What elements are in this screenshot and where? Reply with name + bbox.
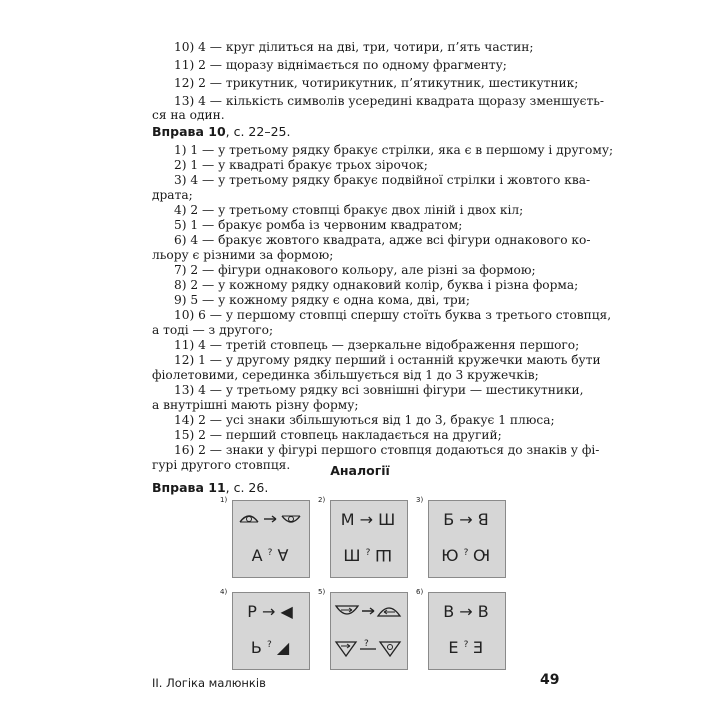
answer-line: 1) 1 — у третьому рядку бракує стрілки, яка є в першому і другому; [174, 143, 614, 157]
answer-line: 10) 4 — круг ділиться на дві, три, чотири, п’ять частин; [174, 40, 534, 54]
answer-line: 4) 2 — у третьому стовпці бракує двох ліній і двох кіл; [174, 203, 524, 217]
analogy-panel-3 [416, 496, 506, 578]
answer-line: 5) 1 — бракує ромба із червоним квадратом; [174, 218, 463, 232]
panel-bottom-left: Ш [343, 546, 361, 565]
answer-line: 6) 4 — бракує жовтого квадрата, адже всі фігури однакового ко- [174, 233, 591, 247]
page-number: 49 [540, 672, 560, 688]
panel-bottom-row [232, 638, 308, 657]
answer-line: 8) 2 — у кожному рядку однаковий колір, буква і різна форма; [174, 278, 579, 292]
answer-line: 7) 2 — фігури однакового кольору, але різні за формою; [174, 263, 536, 277]
answer-line: 14) 2 — усі знаки збільшуються від 1 до 3, бракує 1 плюса; [174, 413, 555, 427]
panel-bottom-right: ◢ [276, 638, 290, 657]
analogy-panel-6 [416, 588, 506, 670]
exercise-10-label: Вправа 10 [152, 124, 226, 139]
exercise-10-pages: , с. 22–25. [225, 124, 291, 139]
semicircle-triangle-shapes-icon [330, 592, 408, 670]
answer-line: 15) 2 — перший стовпець накладається на другий; [174, 428, 502, 442]
answer-line: 2) 1 — у квадраті бракує трьох зірочок; [174, 158, 428, 172]
panel-number: 2) [318, 496, 326, 504]
analogy-panel-2 [318, 496, 408, 578]
panel-top-row: М → Ш [340, 510, 396, 529]
svg-text:?: ? [364, 639, 369, 649]
exercise-10-heading [152, 124, 290, 139]
answer-line: фіолетовими, серединка збільшується від 1 до 3 кружечків; [152, 368, 539, 382]
answer-line: 13) 4 — у третьому рядку всі зовнішні фігури — шестикутники, [174, 383, 584, 397]
eye-shapes-icon [232, 500, 310, 578]
answer-line: 11) 4 — третій стовпець — дзеркальне відображення першого; [174, 338, 580, 352]
exercise-11-pages: , с. 26. [225, 480, 269, 495]
answer-line: 12) 1 — у другому рядку перший і останній кружечки мають бути [174, 353, 601, 367]
panel-bottom-row [428, 638, 504, 657]
panel-top-row: В → В [443, 602, 489, 621]
panel-top-row: Б → ꓭ [443, 510, 489, 529]
panel-bottom-right: Ю [473, 546, 491, 565]
panel-number: 6) [416, 588, 424, 596]
panel-bottom-right: ∀ [277, 546, 289, 565]
question-mark: ? [463, 548, 469, 558]
section-title: Аналогії [330, 463, 390, 478]
panel-bottom-left: А [251, 546, 263, 565]
analogy-panel-4 [220, 588, 310, 670]
panel-bottom-row [428, 546, 504, 565]
question-mark: ? [365, 548, 371, 558]
panel-bottom-row [330, 546, 406, 565]
answer-line: 10) 6 — у першому стовпці спершу стоїть буква з третього стовпця, [174, 308, 612, 322]
chapter-footer: II. Логіка малюнків [152, 676, 266, 690]
question-mark: ? [267, 548, 273, 558]
answer-line: 9) 5 — у кожному рядку є одна кома, дві, три; [174, 293, 470, 307]
panel-top-row: Р → ◀ [247, 602, 293, 621]
answer-line: гурі другого стовпця. [152, 458, 291, 472]
answer-line: 12) 2 — трикутник, чотирикутник, п’ятикутник, шестикутник; [174, 76, 579, 90]
answer-line: а тоді — з другого; [152, 323, 274, 337]
panel-bottom-right: Е [473, 638, 484, 657]
panel-bottom-left: Ю [441, 546, 459, 565]
analogy-panel-5 [318, 588, 408, 670]
answer-line: 13) 4 — кількість символів усередині квадрата щоразу зменшуєть- [174, 94, 604, 108]
panel-number: 4) [220, 588, 228, 596]
question-mark: ? [463, 640, 469, 650]
panel-number: 1) [220, 496, 228, 504]
answer-line: 3) 4 — у третьому рядку бракує подвійної стрілки і жовтого ква- [174, 173, 591, 187]
answer-line: 16) 2 — знаки у фігурі першого стовпця додаються до знаків у фі- [174, 443, 600, 457]
exercise-11-heading [152, 480, 268, 495]
answer-line: 11) 2 — щоразу віднімається по одному фрагменту; [174, 58, 507, 72]
question-mark: ? [266, 640, 272, 650]
panel-number: 5) [318, 588, 326, 596]
panel-number: 3) [416, 496, 424, 504]
answer-line: льору є різними за формою; [152, 248, 334, 262]
analogy-panel-1 [220, 496, 310, 578]
answer-line: драта; [152, 188, 193, 202]
answer-line: а внутрішні мають різну форму; [152, 398, 359, 412]
exercise-11-label: Вправа 11 [152, 480, 226, 495]
panel-bottom-row [232, 546, 308, 565]
panel-bottom-right: Ш [375, 546, 393, 565]
answer-line: ся на один. [152, 108, 225, 122]
panel-bottom-left: Ь [250, 638, 262, 657]
panel-bottom-left: Е [448, 638, 459, 657]
